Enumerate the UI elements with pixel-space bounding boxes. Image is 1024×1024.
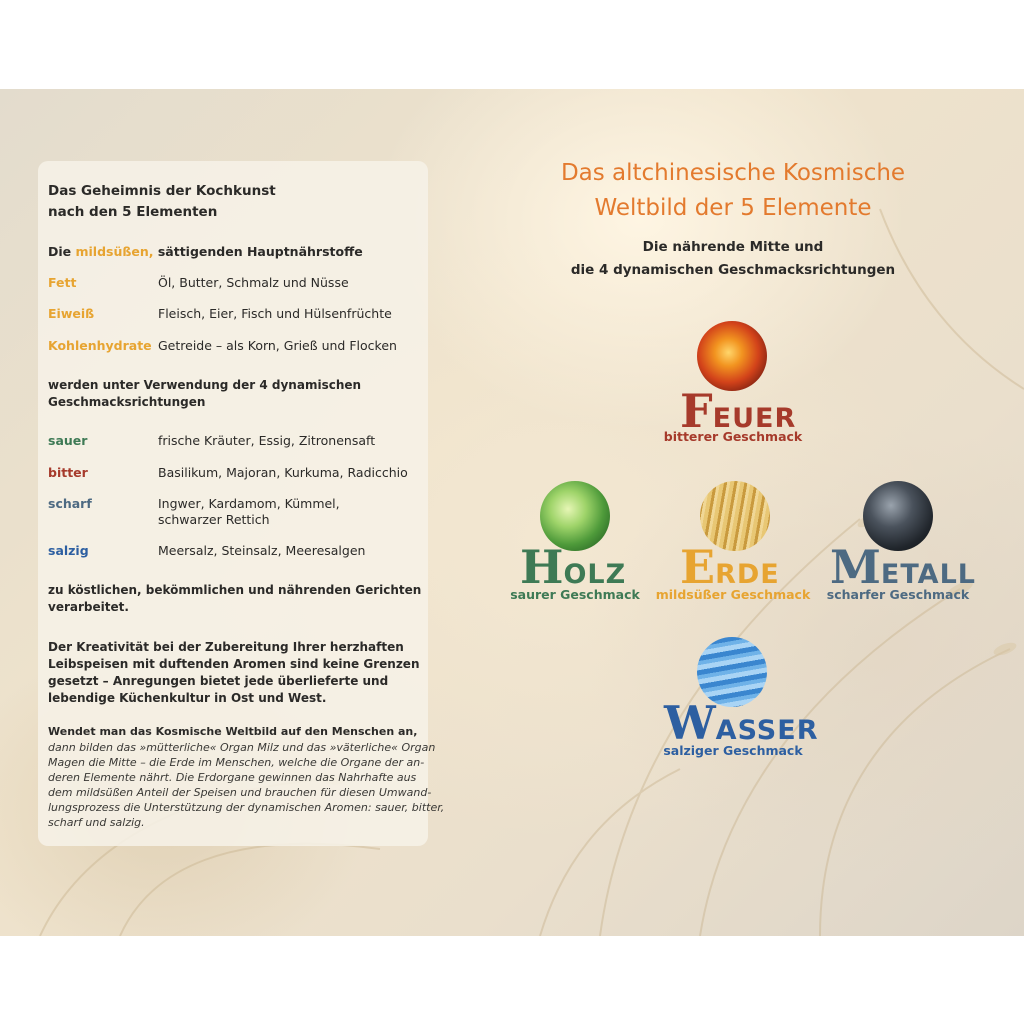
creativity-line: Leibspeisen mit duftenden Aromen sind keine Grenzen (48, 657, 420, 671)
element-word-erde (680, 540, 780, 594)
creativity-line: Der Kreativität bei der Zubereitung Ihrer herzhaften (48, 640, 404, 654)
element-rest: ETALL (880, 559, 976, 590)
left-heading-line2: nach den 5 Elementen (48, 204, 218, 220)
element-rest: RDE (715, 559, 780, 590)
cosmic-body-line: scharf und salzig. (48, 816, 145, 829)
transition-line1: werden unter Verwendung der 4 dynamischen (48, 378, 362, 392)
element-word-holz (520, 540, 627, 594)
taste-label-holz: saurer Geschmack (510, 587, 640, 602)
page-title-line2: Weltbild der 5 Elemente (594, 195, 872, 221)
element-rest: OLZ (563, 559, 627, 590)
cosmic-body-line: Magen die Mitte – die Erde im Menschen, welche die Organe der an- (48, 756, 425, 769)
nutrient-term: Fett (48, 275, 77, 290)
flavor-term-salzig: salzig (48, 543, 89, 558)
cosmic-body-line: lungsprozess die Unterstützung der dynamischen Aromen: sauer, bitter, (48, 801, 445, 814)
page-title-line1: Das altchinesische Kosmische (560, 160, 906, 186)
intro-suffix: sättigenden Hauptnährstoffe (153, 244, 363, 259)
element-cap: W (664, 696, 716, 750)
element-cap: F (680, 384, 713, 438)
taste-label-feuer: bitterer Geschmack (663, 429, 803, 444)
intro-highlight: mildsüßen, (75, 244, 154, 259)
cosmic-body-line: deren Elemente nährt. Die Erdorgane gewinnen das Nahrhafte aus (48, 771, 417, 784)
element-word-metall (830, 540, 976, 594)
flavor-term-sauer: sauer (48, 433, 88, 448)
nutrients-intro (48, 244, 363, 260)
result-line2: verarbeitet. (48, 600, 129, 614)
cosmic-heading: Wendet man das Kosmische Weltbild auf den Menschen an, (48, 725, 418, 738)
element-cap: H (520, 540, 564, 594)
flavor-desc: frische Kräuter, Essig, Zitronensaft (158, 433, 376, 448)
cosmic-body-line: dem mildsüßen Anteil der Speisen und brauchen für diesen Umwand- (48, 786, 432, 799)
intro-prefix: Die (48, 244, 76, 259)
result-line1: zu köstlichen, bekömmlichen und nährenden Gerichten (48, 583, 422, 597)
flavor-desc: Ingwer, Kardamom, Kümmel, (158, 496, 340, 511)
element-cap: E (680, 540, 716, 594)
nutrient-desc: Fleisch, Eier, Fisch und Hülsenfrüchte (158, 306, 392, 321)
taste-label-wasser: salziger Geschmack (663, 743, 803, 758)
left-heading-line1: Das Geheimnis der Kochkunst (48, 183, 276, 199)
flavor-desc: Basilikum, Majoran, Kurkuma, Radicchio (158, 465, 408, 480)
creativity-line: lebendige Küchenkultur in Ost und West. (48, 691, 327, 705)
element-rest: EUER (712, 403, 797, 434)
transition-line2: Geschmacksrichtungen (48, 395, 206, 409)
element-word-wasser (664, 696, 819, 750)
nutrient-term: Kohlenhydrate (48, 338, 152, 353)
flavor-term-bitter: bitter (48, 465, 88, 480)
element-rest: ASSER (715, 715, 819, 746)
taste-label-erde: mildsüßer Geschmack (655, 587, 811, 602)
flavor-term-scharf: scharf (48, 496, 92, 511)
nutrient-desc: Getreide – als Korn, Grieß und Flocken (158, 338, 397, 353)
taste-label-metall: scharfer Geschmack (826, 587, 970, 602)
nutrient-term: Eiweiß (48, 306, 95, 321)
creativity-line: gesetzt – Anregungen bietet jede überlieferte und (48, 674, 389, 688)
flavor-desc: schwarzer Rettich (158, 512, 270, 527)
brochure-spread (0, 89, 1024, 936)
nutrient-desc: Öl, Butter, Schmalz und Nüsse (158, 275, 349, 290)
element-cap: M (830, 540, 881, 594)
fire-orb-icon (697, 321, 767, 391)
cosmic-body-line: dann bilden das »mütterliche« Organ Milz und das »väterliche« Organ (48, 741, 436, 754)
subtitle-line2: die 4 dynamischen Geschmacksrichtungen (570, 262, 896, 278)
flavor-desc: Meersalz, Steinsalz, Meeresalgen (158, 543, 366, 558)
subtitle-line1: Die nährende Mitte und (642, 239, 824, 255)
